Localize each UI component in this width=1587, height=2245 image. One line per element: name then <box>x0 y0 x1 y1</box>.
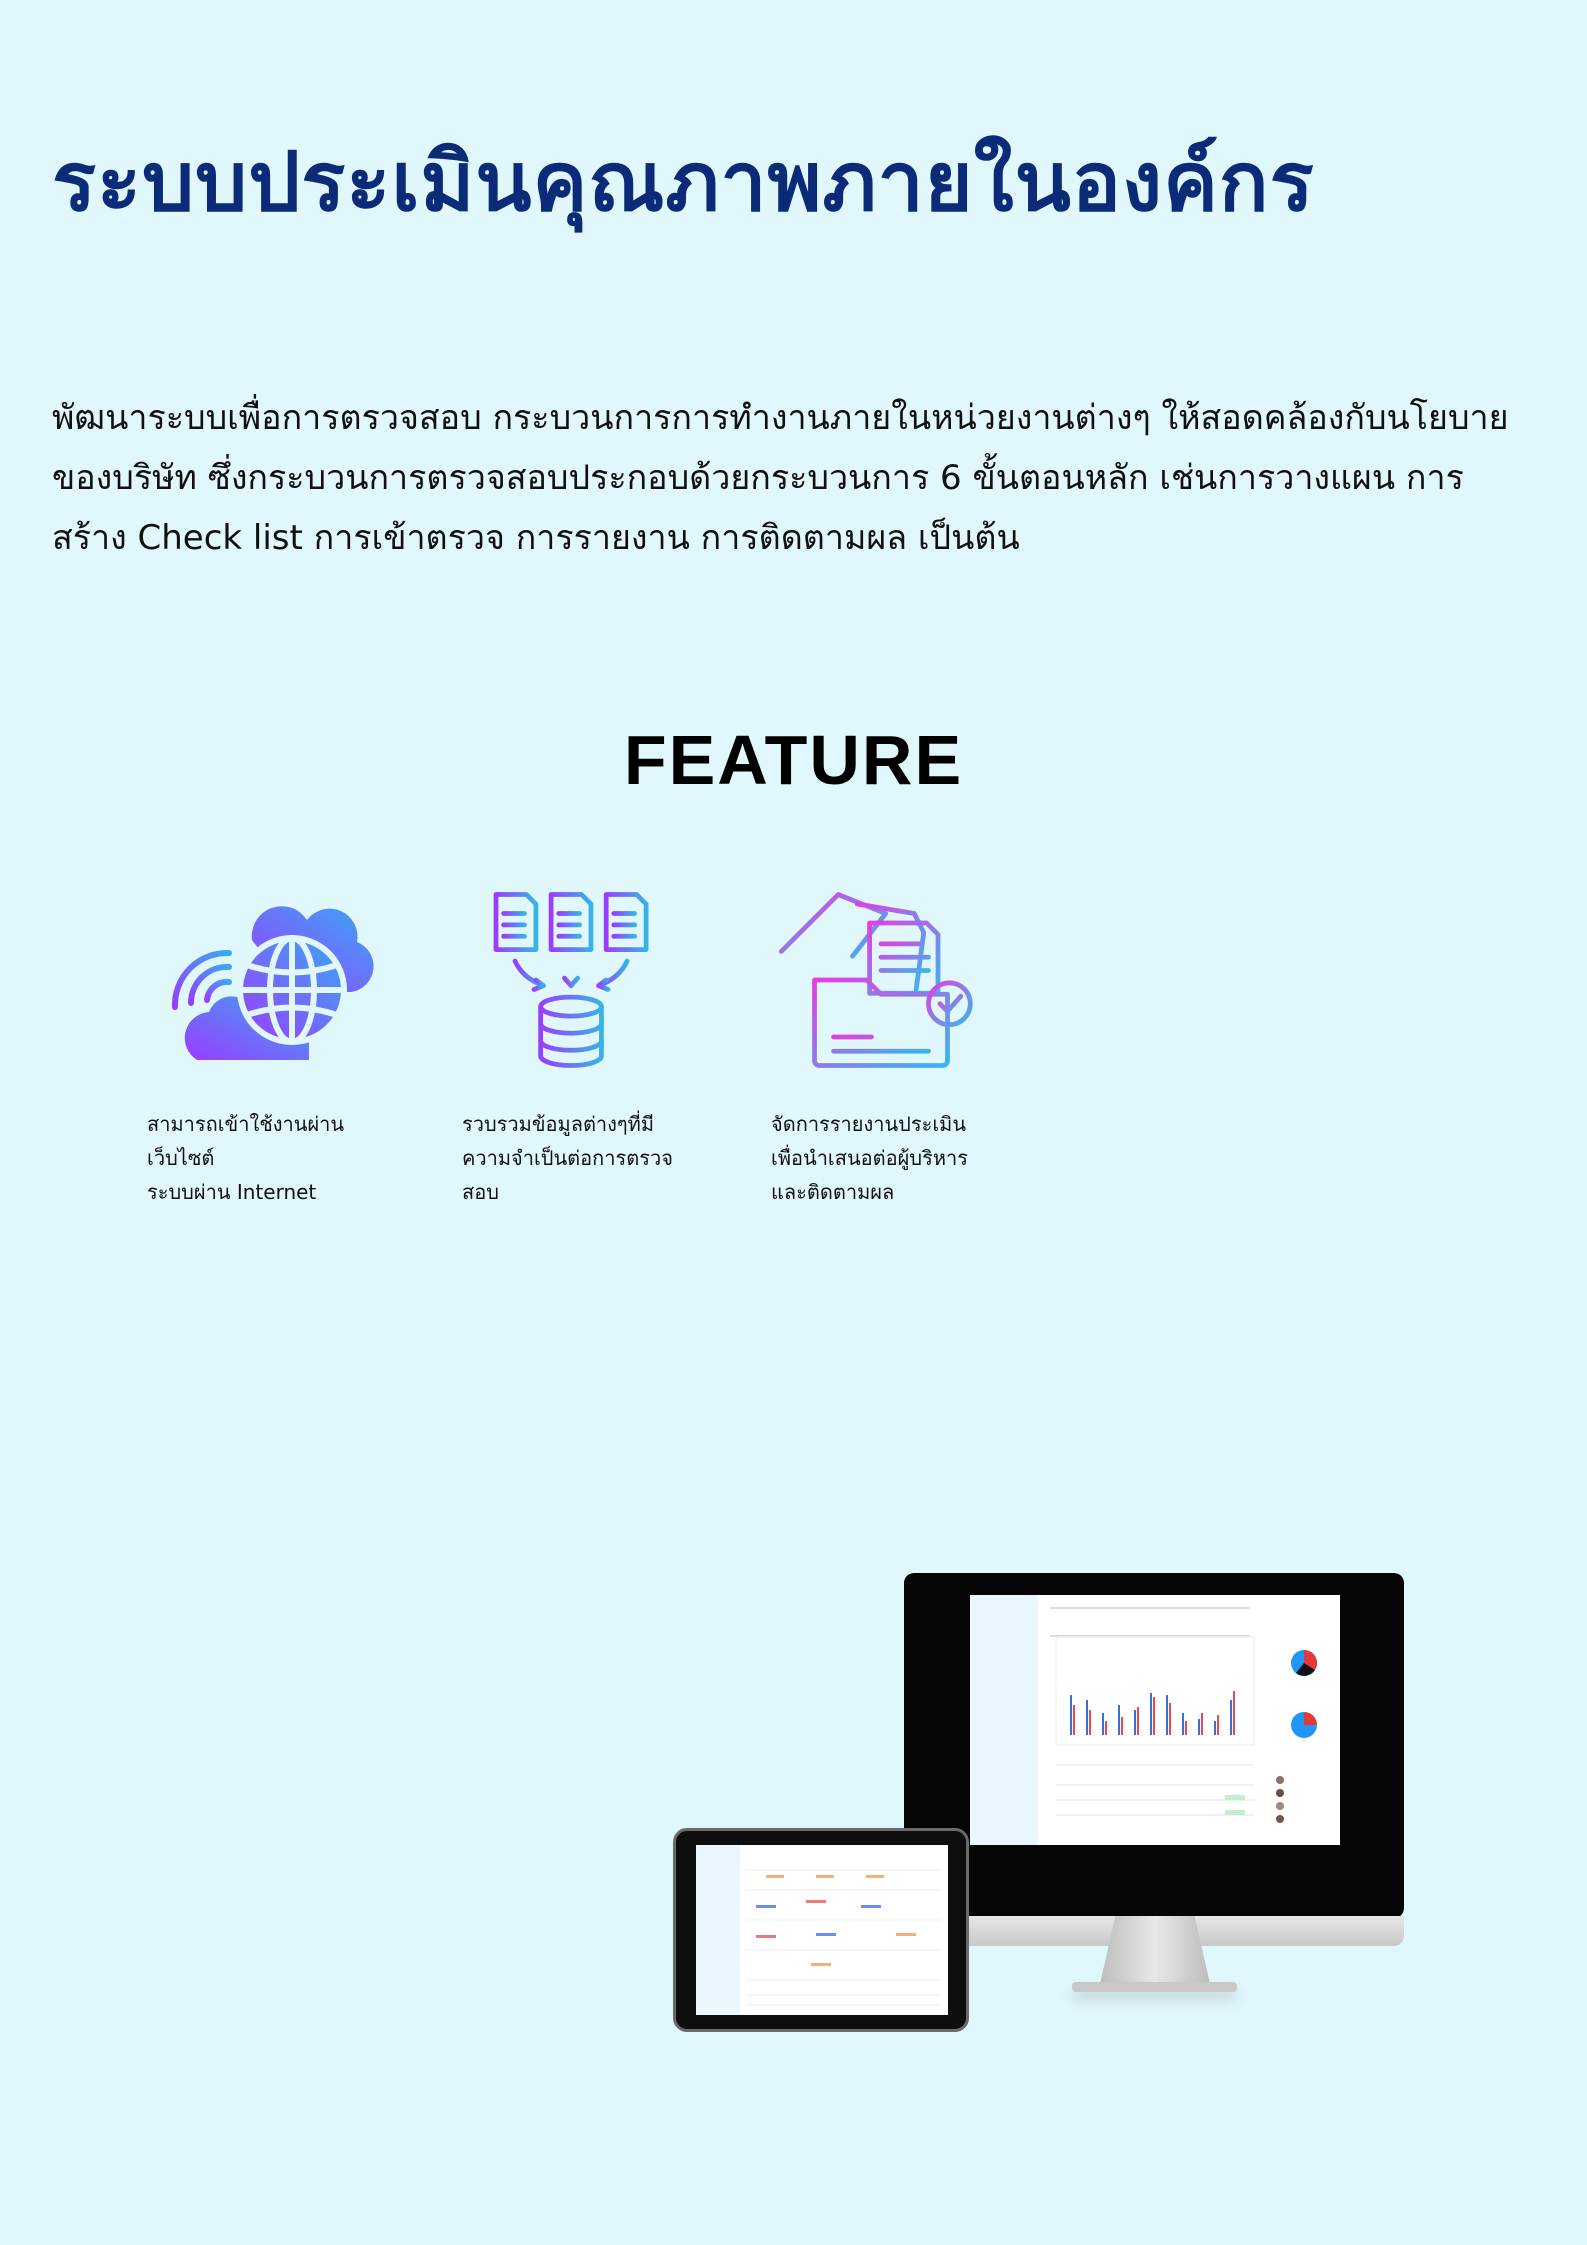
intro-line: พัฒนาระบบเพื่อการตรวจสอบ กระบวนการการทำงานภายในหน่วยงานต่างๆ ให้สอดคล้องกับนโยบาย <box>52 398 1509 438</box>
page-title: ระบบประเมินคุณภาพภายในองค์กร <box>52 135 1315 230</box>
documents-database-icon <box>462 885 682 1075</box>
dashboard-screenshot <box>970 1595 1340 1845</box>
intro-line: ของบริษัท ซึ่งกระบวนการตรวจสอบประกอบด้วยกระบวนการ 6 ขั้นตอนหลัก เช่นการวางแผน การ <box>52 458 1464 498</box>
feature-item-web-access <box>147 885 397 1209</box>
cloud-globe-icon <box>157 885 377 1075</box>
feature-heading: FEATURE <box>623 721 964 799</box>
desktop-monitor-mockup <box>904 1573 1404 1918</box>
feature-item-data-collection <box>462 885 712 1209</box>
feature-item-report-management <box>771 885 1021 1209</box>
feature-label: รวบรวมข้อมูลต่างๆที่มี ความจำเป็นต่อการตรวจ สอบ <box>462 1112 673 1204</box>
tablet-mockup <box>673 1828 969 2032</box>
intro-paragraph <box>52 388 1532 568</box>
feature-label: จัดการรายงานประเมิน เพื่อนำเสนอต่อผู้บริหาร และติดตามผล <box>771 1112 968 1204</box>
intro-line: สร้าง Check list การเข้าตรวจ การรายงาน การติดตามผล เป็นต้น <box>52 518 1020 558</box>
calendar-screenshot <box>696 1845 948 2015</box>
folder-report-check-icon <box>771 885 991 1075</box>
feature-label: สามารถเข้าใช้งานผ่านเว็บไซต์ ระบบผ่าน Internet <box>147 1112 345 1204</box>
monitor-stand <box>1100 1916 1210 1984</box>
monitor-base <box>1072 1982 1237 1992</box>
